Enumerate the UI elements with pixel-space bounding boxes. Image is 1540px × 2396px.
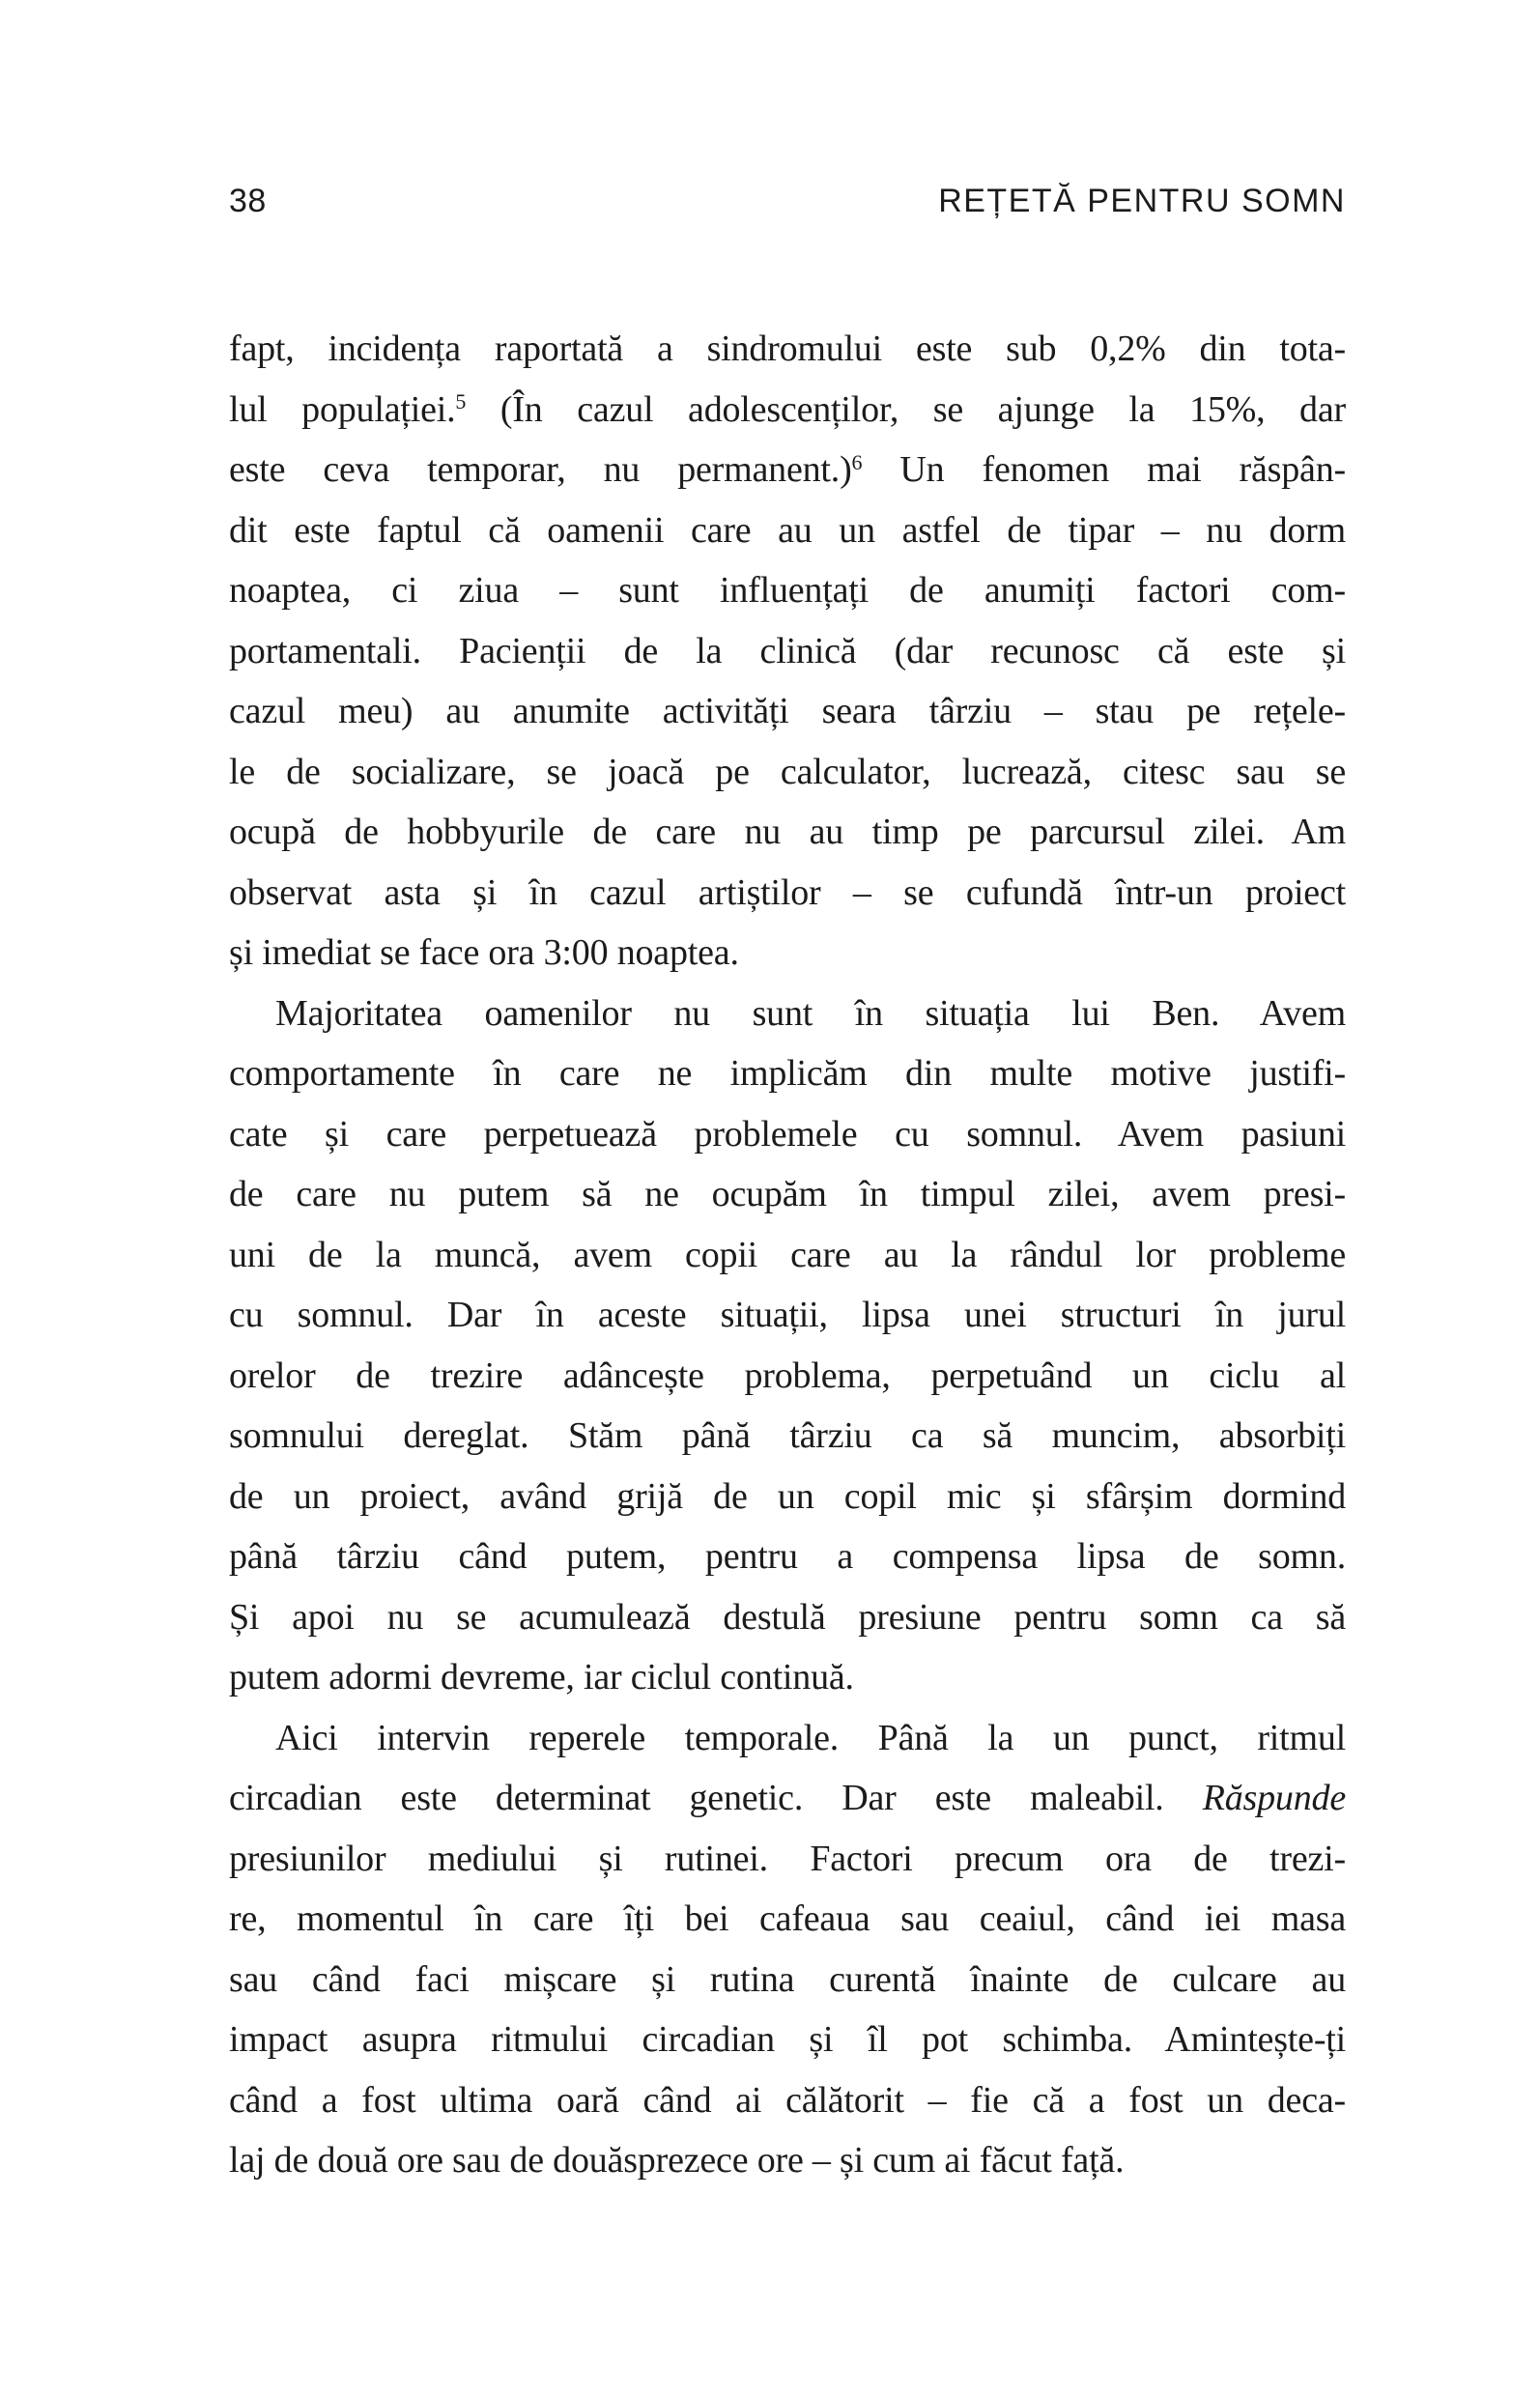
text-line [229,1346,1346,1407]
text-line [229,2070,1346,2131]
text-run: le de socializare, se joacă pe calculator, lucrează, citesc sau se [229,751,1346,792]
text-line [229,560,1346,621]
text-run: fapt, incidența raportată a sindromului este sub 0,2% din tota- [229,328,1346,369]
text-line [229,319,1346,380]
text-run: portamentali. Pacienții de la clinică (dar recunosc că este și [229,630,1346,671]
text-run: impact asupra ritmului circadian și îl pot schimba. Amintește-ți [229,2019,1346,2060]
text-line [229,500,1346,561]
text-run: cu somnul. Dar în aceste situații, lipsa unei structuri în jurul [229,1295,1346,1335]
text-run: Un fenomen mai răspân- [862,449,1346,490]
italic-text: Răspunde [1202,1778,1346,1818]
text-run: circadian este determinat genetic. Dar este maleabil. [229,1778,1203,1818]
text-run: laj de două ore sau de douăsprezece ore – și cum ai făcut față. [229,2140,1125,2181]
text-run: ocupă de hobbyurile de care nu au timp pe parcursul zilei. Am [229,812,1346,852]
text-run: comportamente în care ne implicăm din multe motive justifi- [229,1053,1346,1094]
text-line [229,1043,1346,1104]
text-line [229,681,1346,742]
text-line [229,380,1346,441]
text-run: cazul meu) au anumite activități seara târziu – stau pe rețele- [229,691,1346,731]
page-header [229,183,1346,220]
text-run: dit este faptul că oamenii care au un astfel de tipar – nu dorm [229,509,1346,551]
text-run: putem adormi devreme, iar ciclul continuă. [229,1657,854,1697]
text-line [229,1950,1346,2011]
footnote-reference: 6 [851,449,863,474]
text-run: cate și care perpetuează problemele cu somnul. Avem pasiuni [229,1113,1346,1155]
text-run: re, momentul în care îți bei cafeaua sau ceaiul, când iei masa [229,1898,1346,1939]
text-run: Aici intervin reperele temporale. Până la un punct, ritmul [275,1717,1346,1758]
text-line [229,863,1346,924]
text-run: când a fost ultima oară când ai călătorit – fie că a fost un deca- [229,2079,1346,2121]
text-line [229,1587,1346,1648]
text-line [229,621,1346,682]
text-line [229,1467,1346,1527]
footnote-reference: 5 [455,389,467,414]
text-run: Și apoi nu se acumulează destulă presiune pentru somn ca să [229,1596,1346,1638]
text-run: de care nu putem să ne ocupăm în timpul zilei, avem presi- [229,1174,1346,1214]
text-line [229,742,1346,803]
text-line [229,440,1346,500]
text-line [229,1164,1346,1225]
text-line [229,1104,1346,1165]
text-line [229,1768,1346,1829]
text-line [229,1708,1346,1769]
text-line [229,1647,1346,1708]
body-text [229,319,1346,2191]
text-line [229,2130,1346,2191]
text-run: Majoritatea oamenilor nu sunt în situația lui Ben. Avem [275,992,1346,1034]
text-line [229,1526,1346,1587]
text-run: somnului dereglat. Stăm până târziu ca să muncim, absorbiți [229,1415,1346,1456]
page-number: 38 [229,183,267,219]
text-run: și imediat se face ora 3:00 noaptea. [229,932,739,973]
text-run: de un proiect, având grijă de un copil mic și sfârșim dormind [229,1475,1346,1517]
text-run: uni de la muncă, avem copii care au la rândul lor probleme [229,1234,1346,1275]
text-line [229,802,1346,863]
text-run: este ceva temporar, nu permanent.) [229,449,852,490]
text-line [229,923,1346,984]
text-run: noaptea, ci ziua – sunt influențați de anumiți factori com- [229,570,1346,611]
text-run: până târziu când putem, pentru a compensa lipsa de somn. [229,1536,1346,1577]
text-line [229,1889,1346,1950]
text-line [229,1285,1346,1346]
text-line [229,1406,1346,1467]
text-run: observat asta și în cazul artiștilor – se cufundă într-un proiect [229,871,1346,913]
text-run: presiunilor mediului și rutinei. Factori precum ora de trezi- [229,1838,1346,1879]
running-title: REȚETĂ PENTRU SOMN [938,183,1346,219]
text-line [229,1829,1346,1890]
text-run: (În cazul adolescenților, se ajunge la 15%, dar [466,388,1346,430]
text-line [229,1225,1346,1286]
text-line [229,2010,1346,2070]
text-run: orelor de trezire adâncește problema, perpetuând un ciclu al [229,1355,1346,1396]
text-run: lul populației. [229,388,456,430]
text-run: sau când faci mișcare și rutina curentă înainte de culcare au [229,1958,1346,2000]
text-line [229,984,1346,1044]
